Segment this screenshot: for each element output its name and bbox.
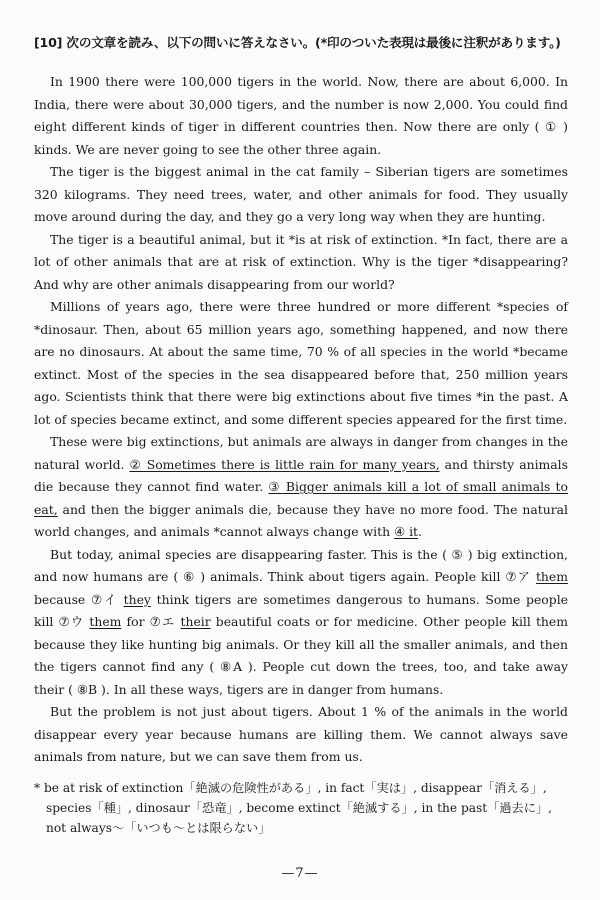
text-segment: beautiful coats or for medicine. Other people kill them because they like hunting big animals. Or they kill all the smaller animals, and then the tigers cannot find any ( ⑧A ). People cut down the trees, too, and take away their ( ⑧B ). In all these ways, tigers are in danger from humans. [34, 614, 568, 697]
underlined-phrase: them [89, 614, 122, 629]
text-segment: These were big extinctions, but animals are always in danger from changes in the natural world. [34, 434, 568, 472]
notes-line-3: not always〜「いつも〜とは限らない」 [46, 821, 271, 835]
paragraph [34, 431, 568, 544]
text-segment: because ⑦イ [34, 591, 124, 607]
paragraph [34, 229, 568, 297]
question-header: [10] 次の文章を読み、以下の問いに答えなさい。(*印のついた表現は最後に注釈があります。) [34, 35, 561, 50]
text-segment: But the problem is not just about tigers. About 1 % of the animals in the world disappear every year because humans are killing them. We cannot always save animals from nature, but we can save them from us. [34, 704, 568, 764]
vocabulary-notes [34, 778, 574, 838]
text-segment: Millions of years ago, there were three hundred or more different *species of *dinosaur. Then, about 65 million years ago, something happened, and now there are no dinosaurs. At about the same time, 70 % of all species in the world *became extinct. Most of the species in the sea disappeared before that, 250 million years ago. Scientists think that there were big extinctions about five times *in the past. A lot of species became extinct, and some different species appeared for the first time. [34, 299, 568, 427]
underlined-phrase: ③ Bigger animals kill a lot of small animals to eat, [34, 479, 568, 517]
text-segment: But today, animal species are disappearing faster. This is the ( ⑤ ) big extinction, and now humans are ( ⑥ ) animals. Think about tigers again. People kill ⑦ア [34, 546, 568, 584]
text-segment: for ⑦エ [121, 614, 181, 629]
paragraph [34, 544, 568, 702]
text-segment: The tiger is a beautiful animal, but it *is at risk of extinction. *In fact, there are a lot of other animals that are at risk of extinction. Why is the tiger *disappearing? And why are other animals disappearing from our world? [34, 231, 568, 292]
page-number: —7— [281, 866, 319, 881]
notes-line-1: * be at risk of extinction「絶滅の危険性がある」, in fact「実は」, disappear「消える」, [34, 781, 547, 795]
text-segment: The tiger is the biggest animal in the cat family – Siberian tigers are sometimes 320 kilograms. They need trees, water, and other animals for food. They usually move around during the day, and they go a very long way when they are hunting. [34, 164, 568, 224]
paragraph [34, 71, 568, 161]
underlined-phrase: ④ it [394, 524, 419, 539]
text-segment: In 1900 there were 100,000 tigers in the world. Now, there are about 6,000. In India, there were about 30,000 tigers, and the number is now 2,000. You could find eight different kinds of tiger in different countries then. Now there are only ( ① ) kinds. We are never going to see the other three again. [34, 74, 568, 157]
underlined-phrase: their [180, 614, 211, 629]
paragraph [34, 701, 568, 769]
text-segment: think tigers are sometimes dangerous to humans. Some people kill ⑦ウ [34, 591, 568, 629]
underlined-phrase: them [535, 569, 568, 584]
underlined-phrase: ② Sometimes there is little rain for many years, [129, 456, 440, 472]
notes-line-2: species「種」, dinosaur「恐竜」, become extinct「絶滅する」, in the past「過去に」, [46, 801, 552, 815]
text-segment: and then the bigger animals die, because they have no more food. The natural world changes, and animals *cannot always change with [34, 501, 568, 539]
paragraph [34, 161, 568, 229]
paragraph [34, 296, 568, 431]
underlined-phrase: they [123, 591, 151, 607]
text-segment: . [418, 524, 422, 539]
text-segment: and thirsty animals die because they cannot find water. [34, 456, 568, 494]
reading-passage [34, 71, 568, 769]
